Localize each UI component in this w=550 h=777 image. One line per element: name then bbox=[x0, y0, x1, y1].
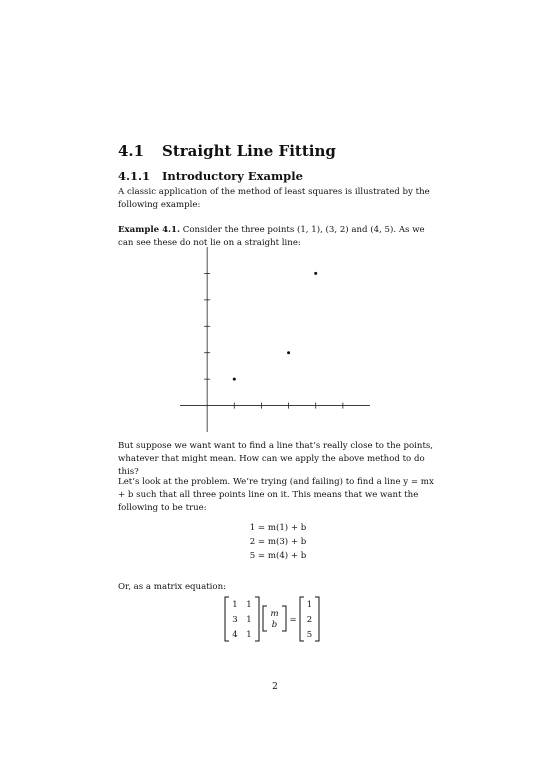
matrix-a-2-1: 3 bbox=[232, 615, 238, 625]
data-point bbox=[233, 378, 236, 381]
data-point bbox=[287, 351, 290, 354]
subsection-heading bbox=[118, 169, 303, 183]
equation-2: 2 = m(3) + b bbox=[249, 537, 307, 547]
scatter-plot bbox=[180, 247, 370, 432]
equation-3: 5 = m(4) + b bbox=[249, 551, 307, 561]
vector-m: m bbox=[270, 609, 279, 619]
subsection-number: 4.1.1 bbox=[118, 169, 151, 183]
matrix-brackets bbox=[225, 597, 319, 641]
plot-axes bbox=[180, 247, 370, 432]
example-label: Example 4.1. bbox=[118, 225, 181, 235]
plot-ticks bbox=[204, 273, 343, 408]
equation-system bbox=[118, 521, 438, 563]
page-number: 2 bbox=[272, 682, 278, 692]
section-title-text: Straight Line Fitting bbox=[162, 142, 336, 160]
plot-points bbox=[233, 272, 317, 381]
suppose-paragraph: But suppose we want want to find a line that’s really close to the points, whatever that might mean. How can we apply the above method to do this? bbox=[118, 441, 434, 477]
rhs-2: 2 bbox=[306, 615, 313, 625]
matrix-a-3-1: 4 bbox=[232, 630, 238, 640]
problem-paragraph: Let’s look at the problem. We’re trying (and failing) to find a line y = mx + b such that all three points line on it. This means that we want the following to be true: bbox=[118, 477, 434, 513]
rhs-1: 1 bbox=[306, 600, 313, 610]
matrix-a-2-2: 1 bbox=[246, 615, 252, 625]
equation-1: 1 = m(1) + b bbox=[249, 523, 307, 533]
section-number: 4.1 bbox=[118, 142, 145, 160]
example-paragraph bbox=[118, 224, 438, 250]
intro-paragraph: A classic application of the method of least squares is illustrated by the following example: bbox=[118, 187, 430, 210]
rhs-3: 5 bbox=[306, 630, 313, 640]
matrix-a-1-2: 1 bbox=[246, 600, 252, 610]
matrix-a-1-1: 1 bbox=[232, 600, 238, 610]
matrix-intro-paragraph: Or, as a matrix equation: bbox=[118, 582, 227, 592]
matrix-a-3-2: 1 bbox=[246, 630, 252, 640]
matrix-equation bbox=[222, 595, 332, 643]
subsection-title-text: Introductory Example bbox=[162, 169, 303, 183]
data-point bbox=[314, 272, 317, 275]
vector-b: b bbox=[271, 620, 278, 630]
equals-sign: = bbox=[289, 615, 297, 625]
example-text: Consider the three points (1, 1), (3, 2) and (4, 5). As we can see these do not lie on a straight line: bbox=[118, 225, 425, 248]
section-heading bbox=[118, 142, 336, 160]
